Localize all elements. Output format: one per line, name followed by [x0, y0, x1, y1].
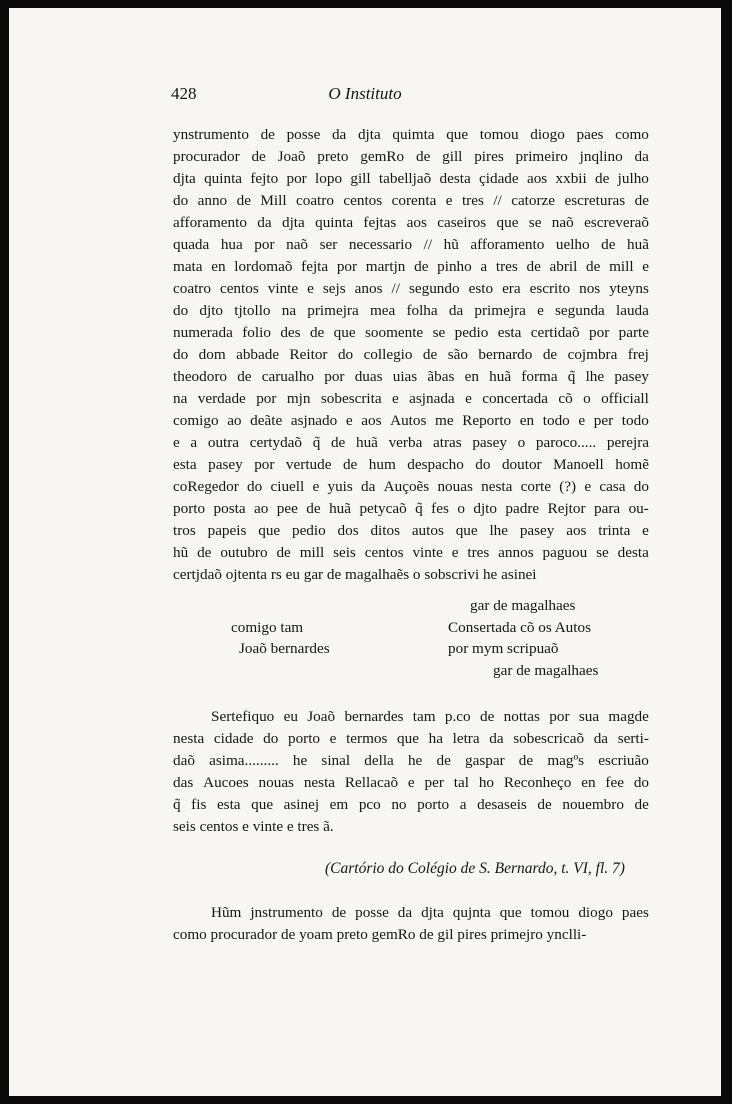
text-line: porto posta ao pee de huã petycaõ q̃ fes o djto padre Rejtor para ou-	[173, 500, 649, 517]
text-line: ynstrumento de posse da djta quimta que tomou diogo paes como	[173, 126, 649, 143]
paragraph-3	[173, 902, 649, 946]
text-line: seis centos e vinte e tres ã.	[173, 818, 334, 835]
text-line: tros papeis que pedio dos ditos autos que lhe pasey aos trinta e	[173, 522, 649, 539]
text-line: na verdade por mjn sobescrita e asjnada e concertada cõ o officiall	[173, 390, 649, 407]
text-line: procurador de Joaõ preto gemRo de gill pires primeiro jnqlino da	[173, 148, 649, 165]
text-line: nesta cidade do porto e termos que ha letra da sobescricaõ da serti-	[173, 730, 649, 747]
text-line: das Aucoes nouas nesta Rellacaõ e per tal ho Reconheço en fee do	[173, 774, 649, 791]
archive-citation: (Cartório do Colégio de S. Bernardo, t. VI, fl. 7)	[325, 860, 625, 877]
text-line: comigo ao deãte asjnado e aos Autos me Reporto en todo e per todo	[173, 412, 649, 429]
text-line: como procurador de yoam preto gemRo de gil pires primejro ynclli-	[173, 926, 587, 943]
text-line: numerada folio des de que soomente se pedio esta certidaõ por parte	[173, 324, 649, 341]
signature-left-1: comigo tam	[231, 619, 304, 636]
text-line: Hũm jnstrumento de posse da djta qujnta que tomou diogo paes	[211, 904, 649, 921]
text-line: quada hua por naõ ser necessario // hũ afforamento uelho de huã	[173, 236, 649, 253]
text-line: esta pasey por vertude de hum despacho do doutor Manoell homẽ	[173, 456, 649, 473]
text-line: daõ asima......... he sinal della he de gaspar de magºs escriuão	[173, 752, 649, 769]
paragraph-1	[173, 124, 649, 586]
text-line: do dom abbade Reitor do collegio de são bernardo de cojmbra frej	[173, 346, 649, 363]
signature-right-2: Consertada cõ os Autos	[448, 619, 591, 636]
text-line: coRegedor do ciuell e yuis da Auçoẽs nouas nesta corte (?) e casa do	[173, 478, 649, 495]
running-title: O Instituto	[328, 84, 402, 103]
text-line: theodoro de carualho por duas uias ãbas en huã forma q̃ lhe pasey	[173, 368, 649, 385]
text-line: afforamento da djta quinta fejtas aos caseiros que se naõ escreveraõ	[173, 214, 649, 231]
text-line: do djto tjtollo na primejra mea folha da primejra e segunda lauda	[173, 302, 649, 319]
text-line: do anno de Mill coatro centos corenta e tres // catorze escreturas de	[173, 192, 649, 209]
signature-right-3: por mym scripuaõ	[448, 640, 559, 657]
text-line: certjdaõ ojtenta rs eu gar de magalhaẽs o sobscrivi he asinei	[173, 566, 537, 583]
page-number: 428	[171, 84, 197, 103]
text-line: q̃ fis esta que asinej em pco no porto a desaseis de nouembro de	[173, 796, 649, 813]
signature-left-2: Joaõ bernardes	[239, 640, 330, 657]
signature-right-4: gar de magalhaes	[493, 662, 599, 679]
text-line: djta quinta fejto por lopo gill tabelljaõ desta çidade aos xxbii de julho	[173, 170, 649, 187]
text-line: Sertefiquo eu Joaõ bernardes tam p.co de nottas por sua magde	[211, 708, 649, 725]
paragraph-2	[173, 706, 649, 838]
text-line: hũ de outubro de mill seis centos vinte e tres annos paguou se desta	[173, 544, 649, 561]
text-line: e a outra certydaõ q̃ de huã verba atras pasey o paroco..... perejra	[173, 434, 649, 451]
text-line: mata en lordomaõ fejta por martjn de pinho a tres de abril de mill e	[173, 258, 649, 275]
document-page	[9, 8, 721, 1096]
signature-right-1: gar de magalhaes	[470, 597, 576, 614]
text-line: coatro centos vinte e sejs anos // segundo esto era escrito nos yteyns	[173, 280, 649, 297]
